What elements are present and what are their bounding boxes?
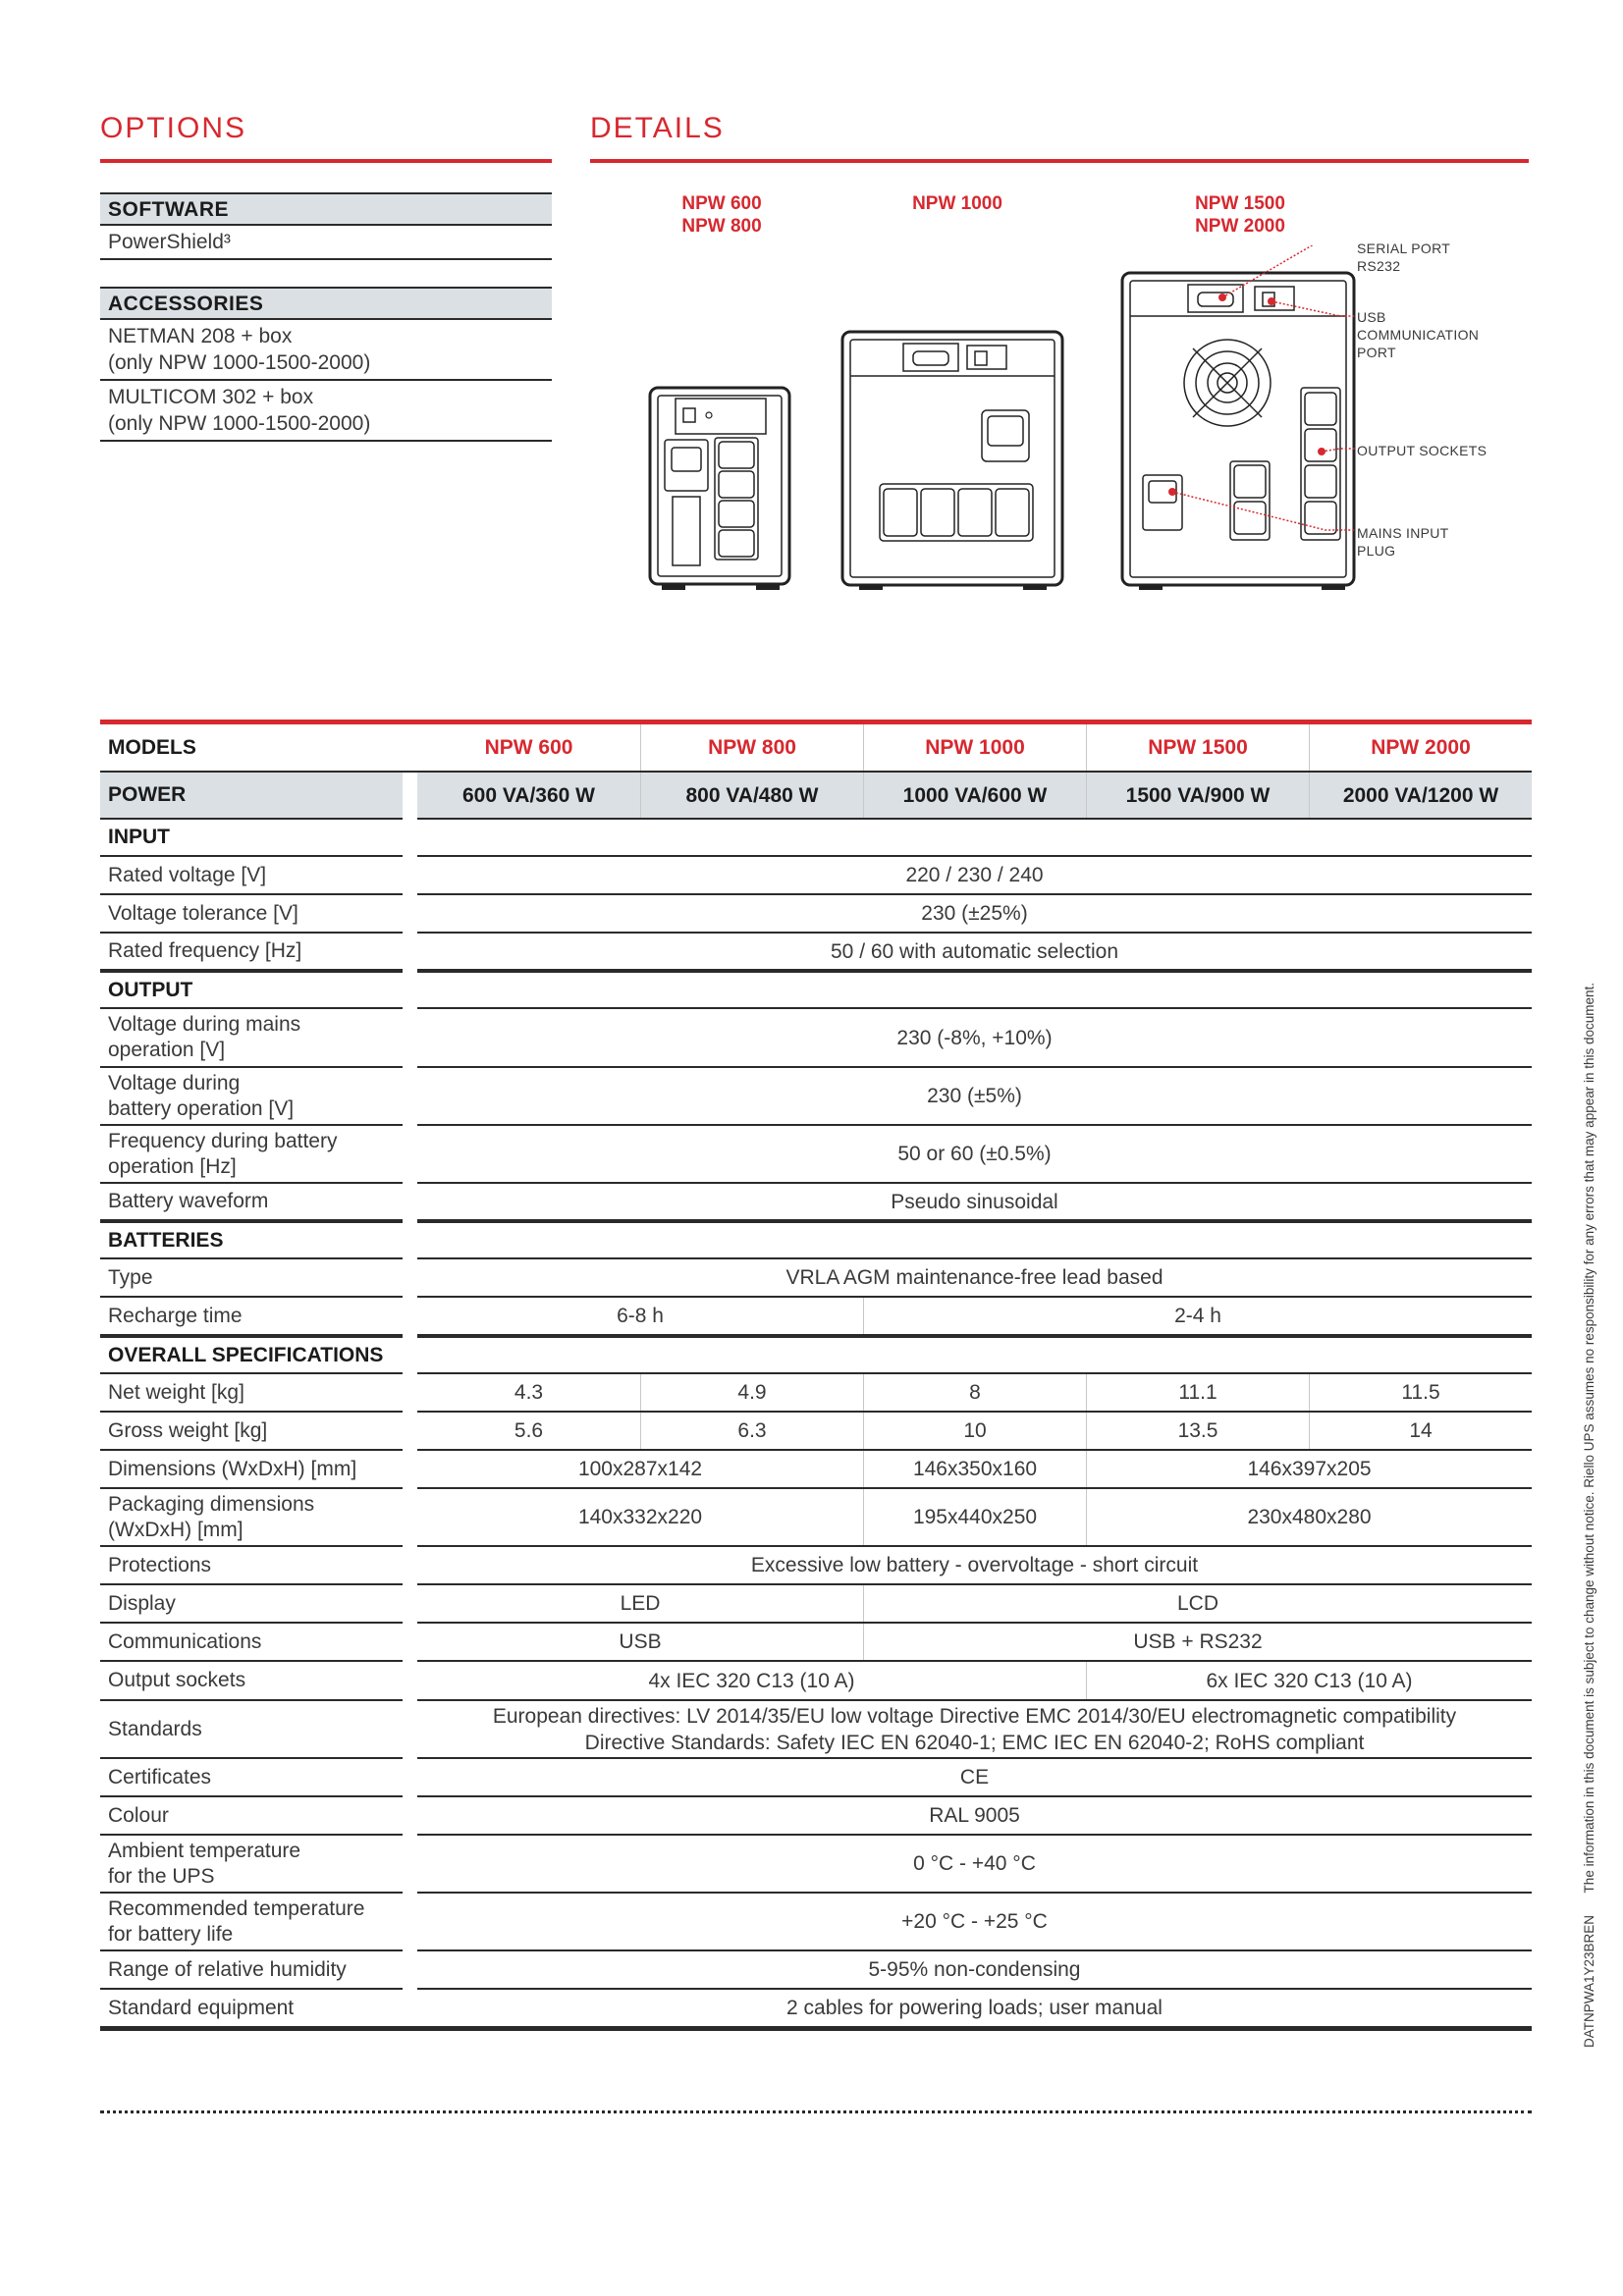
callout-serial-port: SERIAL PORT RS232 [1357,240,1451,274]
spec-row-net-weight [100,1374,1532,1411]
spec-label: Frequency during battery operation [Hz] [108,1129,338,1178]
spec-label: Rated voltage [V] [108,863,267,886]
spec-row-standards [100,1701,1532,1757]
spec-value: 220 / 230 / 240 [905,864,1044,886]
spec-value: RAL 9005 [929,1804,1020,1827]
spec-value: CE [959,1766,990,1789]
input-heading-row [100,820,1532,855]
spec-label: Net weight [kg] [108,1380,244,1404]
callout-output-sockets: OUTPUT SOCKETS [1357,443,1488,458]
batteries-heading-row [100,1223,1532,1257]
table-bottom-rule [100,2026,1532,2031]
spec-label: Communications [108,1629,262,1653]
details-title: DETAILS [590,112,725,144]
disclaimer-text: The information in this document is subject to change without notice. Riello UPS assumes no responsibility for any errors that may appear in this document. [1582,982,1596,1894]
power-label: POWER [100,773,403,818]
spec-value: Pseudo sinusoidal [891,1190,1058,1213]
spec-row-voltage-tolerance [100,895,1532,932]
model-header: NPW 2000 [1309,724,1532,771]
spec-value: 100x287x142 [577,1458,703,1480]
software-heading: SOFTWARE [100,192,552,226]
spec-row-colour [100,1797,1532,1834]
spec-value: 4.9 [640,1374,863,1411]
accessory-item-netman [100,320,552,381]
spec-value: USB + RS232 [863,1624,1532,1660]
spec-value: 14 [1309,1413,1532,1449]
spec-label: Standards [108,1717,202,1740]
spec-label: Dimensions (WxDxH) [mm] [108,1457,357,1480]
spec-row-voltage-mains [100,1009,1532,1066]
accessory-note: (only NPW 1000-1500-2000) [108,351,371,374]
spec-row-humidity [100,1951,1532,1988]
spec-value: 146x350x160 [863,1451,1086,1487]
power-value: 1500 VA/900 W [1086,773,1309,818]
spec-value: +20 °C - +25 °C [901,1910,1048,1933]
fan-icon [1184,340,1271,426]
spec-value: 230 (-8%, +10%) [896,1026,1053,1049]
spec-row-frequency-battery [100,1126,1532,1182]
spec-label: Recommended temperature for battery life [108,1896,365,1946]
spec-value: 5-95% non-condensing [868,1958,1081,1981]
batteries-heading: BATTERIES [108,1228,224,1252]
spec-value: 10 [863,1413,1086,1449]
accessory-item-multicom [100,381,552,442]
spec-label: Colour [108,1803,169,1827]
spec-label: Voltage during battery operation [V] [108,1071,295,1120]
options-title: OPTIONS [100,112,247,144]
spec-value: 4.3 [514,1381,544,1404]
spec-label: Display [108,1591,176,1615]
spec-label: Standard equipment [108,1996,295,2019]
ups-rear-panels-diagram [579,245,1561,618]
accessory-note: (only NPW 1000-1500-2000) [108,412,371,435]
spec-value: 2-4 h [863,1298,1532,1334]
model-header: NPW 600 [484,736,573,759]
spec-label: Type [108,1265,153,1289]
output-heading: OUTPUT [108,978,193,1001]
spec-row-output-sockets [100,1662,1532,1699]
spec-row-packaging [100,1489,1532,1545]
spec-value: 230 (±25%) [921,902,1028,925]
spec-row-voltage-battery [100,1068,1532,1124]
spec-value: 230x480x280 [1086,1489,1532,1545]
spec-value: 140x332x220 [577,1506,703,1528]
spec-row-gross-weight [100,1413,1532,1449]
spec-value: 6-8 h [617,1305,664,1327]
overall-heading: OVERALL SPECIFICATIONS [108,1343,384,1366]
spec-value: 0 °C - +40 °C [913,1852,1036,1875]
spec-value: 230 (±5%) [927,1085,1022,1107]
options-rule [100,159,552,163]
spec-row-recharge-time [100,1298,1532,1334]
software-section [100,192,552,260]
power-row [100,773,1532,818]
spec-value: VRLA AGM maintenance-free lead based [785,1266,1163,1289]
spec-row-protections [100,1547,1532,1583]
overall-heading-row [100,1338,1532,1372]
spec-label: Battery waveform [108,1190,269,1212]
spec-label: Recharge time [108,1304,243,1327]
spec-row-dimensions [100,1451,1532,1487]
spec-value: 195x440x250 [863,1489,1086,1545]
spec-label: Voltage tolerance [V] [108,901,298,925]
spec-value: Excessive low battery - overvoltage - short circuit [750,1554,1199,1576]
spec-label: Voltage during mains operation [V] [108,1013,301,1061]
output-heading-row [100,973,1532,1007]
spec-value: 2 cables for powering loads; user manual [786,1997,1163,2019]
spec-value: 50 or 60 (±0.5%) [897,1143,1052,1165]
power-value: 800 VA/480 W [640,773,863,818]
spec-label: Output sockets [108,1669,246,1691]
spec-label: Protections [108,1553,212,1576]
power-value: 600 VA/360 W [461,783,595,807]
spec-label: Gross weight [kg] [108,1418,268,1442]
input-heading: INPUT [108,826,170,848]
spec-row-standard-equipment [100,1990,1532,2026]
model-header: NPW 1000 [863,724,1086,771]
model-header: NPW 800 [640,724,863,771]
document-code: DATNPWA1Y23BREN [1582,1914,1596,2048]
power-value: 2000 VA/1200 W [1309,773,1532,818]
accessory-name: NETMAN 208 + box [108,325,293,347]
spec-row-battery-waveform [100,1184,1532,1219]
spec-row-rated-frequency [100,934,1532,969]
spec-value: 146x397x205 [1086,1451,1532,1487]
diagram-label-npw1000: NPW 1000 [912,193,1002,214]
spec-row-rated-voltage [100,857,1532,893]
diagram-label-npw1500-2000: NPW 1500 NPW 2000 [1195,193,1285,237]
spec-value: 11.5 [1309,1374,1532,1411]
side-disclaimer [1582,983,1596,2048]
spec-label: Certificates [108,1765,212,1789]
spec-row-ambient-temperature [100,1836,1532,1892]
power-value: 1000 VA/600 W [863,773,1086,818]
spec-value: 4x IEC 320 C13 (10 A) [648,1669,855,1692]
spec-value: 11.1 [1086,1374,1309,1411]
spec-value: 6x IEC 320 C13 (10 A) [1086,1662,1532,1699]
accessories-section [100,287,552,442]
spec-value: 13.5 [1086,1413,1309,1449]
spec-row-display [100,1585,1532,1622]
diagram-label-npw600-800: NPW 600 NPW 800 [681,193,762,237]
spec-value: 50 / 60 with automatic selection [831,939,1118,963]
details-rule [590,159,1529,163]
software-item-powershield: PowerShield³ [100,226,552,260]
spec-label: Packaging dimensions (WxDxH) [mm] [108,1492,315,1541]
callout-usb-port: USB COMMUNICATION PORT [1357,309,1480,360]
spec-value: LCD [863,1585,1532,1622]
spec-value: 5.6 [514,1419,544,1442]
spec-label: Range of relative humidity [108,1957,347,1981]
spec-value: USB [619,1630,662,1653]
spec-label: Ambient temperature for the UPS [108,1839,301,1888]
spec-row-recommended-temperature [100,1894,1532,1949]
spec-value: European directives: LV 2014/35/EU low voltage Directive EMC 2014/30/EU electromagnetic compatibility Directive Standards: Safety IEC EN 62040-1; EMC IEC EN 62040-2; RoHS compliant [492,1704,1457,1754]
spec-value: LED [620,1592,661,1615]
accessory-name: MULTICOM 302 + box [108,386,314,408]
callout-mains-input: MAINS INPUT PLUG [1357,525,1449,559]
spec-label: Rated frequency [Hz] [108,939,302,962]
models-label: MODELS [108,735,196,759]
spec-value: 8 [863,1374,1086,1411]
spec-value: 6.3 [640,1413,863,1449]
spec-row-certificates [100,1759,1532,1795]
spec-row-communications [100,1624,1532,1660]
spec-row-battery-type [100,1259,1532,1296]
table-header-row [100,724,1532,771]
footer-dotted-rule [100,2110,1532,2113]
model-header: NPW 1500 [1086,724,1309,771]
accessories-heading: ACCESSORIES [100,287,552,320]
